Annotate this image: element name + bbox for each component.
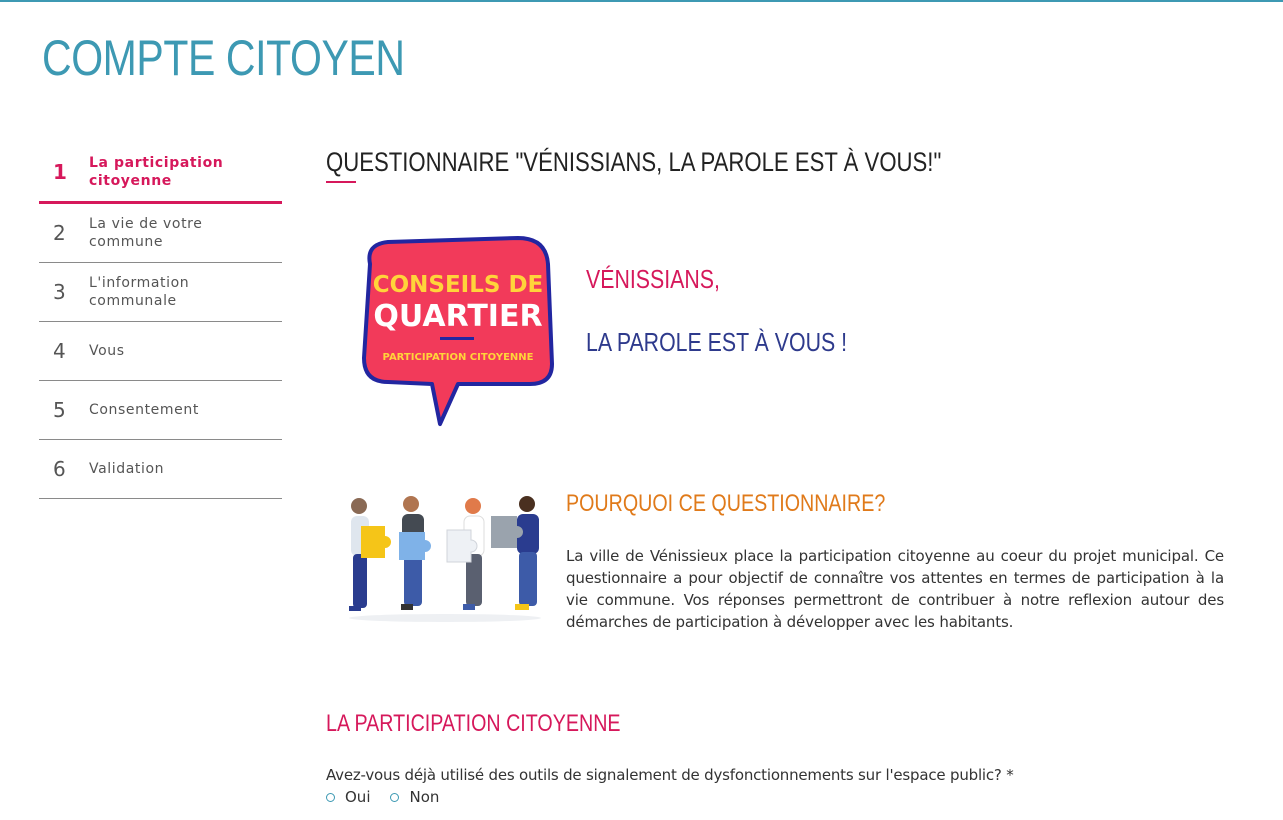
radio-icon[interactable] bbox=[390, 793, 399, 802]
why-title: POURQUOI CE QUESTIONNAIRE? bbox=[566, 490, 886, 517]
step-4[interactable] bbox=[39, 322, 282, 381]
conseils-de-quartier-logo bbox=[358, 234, 558, 429]
page-title: COMPTE CITOYEN bbox=[42, 30, 405, 86]
step-label: Vous bbox=[89, 343, 125, 359]
question-label: Avez-vous déjà utilisé des outils de signalement de dysfonctionnements sur l'espace public? * bbox=[326, 766, 1014, 784]
logo-line1: CONSEILS DE bbox=[372, 272, 544, 298]
option-non[interactable] bbox=[390, 788, 439, 806]
step-3[interactable] bbox=[39, 263, 282, 322]
step-5[interactable] bbox=[39, 381, 282, 440]
title-underline bbox=[326, 181, 356, 183]
step-number: 4 bbox=[53, 339, 66, 363]
step-6[interactable] bbox=[39, 440, 282, 499]
step-number: 6 bbox=[53, 457, 66, 481]
step-label: Validation bbox=[89, 461, 165, 477]
questionnaire-title: QUESTIONNAIRE "VÉNISSIANS, LA PAROLE EST À VOUS!" bbox=[326, 147, 942, 177]
radio-group bbox=[326, 788, 439, 806]
why-description: La ville de Vénissieux place la participation citoyenne au coeur du projet municipal. Ce questionnaire a pour objectif de connaître vos attentes en termes de participation à la vie commune. Vos réponses permettront de contribuer à notre reflexion autour des démarches de participation à développer avec les habitants. bbox=[566, 547, 1224, 631]
step-label: La vie de votre commune bbox=[89, 216, 203, 250]
step-number: 1 bbox=[53, 159, 67, 184]
radio-icon[interactable] bbox=[326, 793, 335, 802]
step-2[interactable] bbox=[39, 204, 282, 263]
step-label: La participation citoyenne bbox=[89, 154, 224, 189]
step-label: Consentement bbox=[89, 402, 199, 418]
option-label: Non bbox=[409, 788, 440, 806]
tagline-venissians: VÉNISSIANS, bbox=[586, 264, 720, 294]
logo-line2: QUARTIER bbox=[373, 299, 543, 334]
step-1[interactable] bbox=[39, 142, 282, 204]
option-label: Oui bbox=[345, 788, 371, 806]
step-label: L'information communale bbox=[89, 275, 190, 309]
puzzle-people-illustration bbox=[345, 492, 545, 624]
logo-line3: PARTICIPATION CITOYENNE bbox=[382, 352, 534, 363]
option-oui[interactable] bbox=[326, 788, 370, 806]
stepper-nav bbox=[39, 142, 282, 499]
tagline-parole: LA PAROLE EST À VOUS ! bbox=[586, 327, 848, 357]
step-number: 3 bbox=[53, 280, 66, 304]
step-number: 5 bbox=[53, 398, 66, 422]
section-title: LA PARTICIPATION CITOYENNE bbox=[326, 710, 621, 737]
step-number: 2 bbox=[53, 221, 66, 245]
